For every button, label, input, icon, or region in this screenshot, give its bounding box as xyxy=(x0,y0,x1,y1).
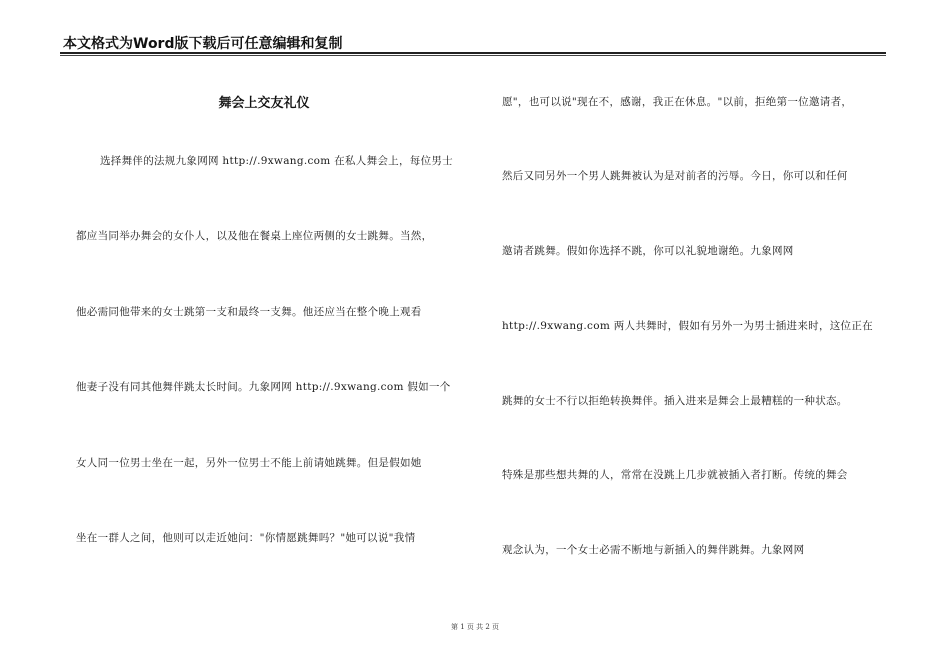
left-line-3: 他必需同他带来的女士跳第一支和最终一支舞。他还应当在整个晚上观看 xyxy=(76,306,422,318)
right-line-3: 邀请者跳舞。假如你选择不跳，你可以礼貌地谢绝。九象网网 xyxy=(502,245,794,257)
header-divider xyxy=(60,52,886,54)
header-title: 本文格式为Word版下载后可任意编辑和复制 xyxy=(63,36,343,52)
right-line-2: 然后又同另外一个男人跳舞被认为是对前者的污辱。今日，你可以和任何 xyxy=(502,170,848,182)
left-line-6: 坐在一群人之间，他则可以走近她问："你情愿跳舞吗？"她可以说"我情 xyxy=(76,532,416,544)
right-line-4: http://.9xwang.com 两人共舞时，假如有另外一为男士插进来时，这位正在 xyxy=(502,320,873,332)
left-line-4: 他妻子没有同其他舞伴跳太长时间。九象网网 http://.9xwang.com 假如一个 xyxy=(76,381,451,393)
left-line-5: 女人同一位男士坐在一起，另外一位男士不能上前请她跳舞。但是假如她 xyxy=(76,457,422,469)
left-line-2: 都应当同举办舞会的女仆人，以及他在餐桌上座位两侧的女士跳舞。当然， xyxy=(76,230,433,242)
right-line-7: 观念认为，一个女士必需不断地与新插入的舞伴跳舞。九象网网 xyxy=(502,544,805,556)
right-line-5: 跳舞的女士不行以拒绝转换舞伴。插入进来是舞会上最糟糕的一种状态。 xyxy=(502,395,848,407)
right-line-1: 愿"，也可以说"现在不，感谢，我正在休息。"以前，拒绝第一位邀请者， xyxy=(502,96,853,108)
header-divider-thin xyxy=(60,55,886,56)
document-title: 舞会上交友礼仪 xyxy=(218,96,310,111)
page-number: 第 1 页 共 2 页 xyxy=(450,623,500,631)
right-line-6: 特殊是那些想共舞的人，常常在没跳上几步就被插入者打断。传统的舞会 xyxy=(502,469,848,481)
left-line-1: 选择舞伴的法规九象网网 http://.9xwang.com 在私人舞会上，每位男士 xyxy=(100,155,453,167)
